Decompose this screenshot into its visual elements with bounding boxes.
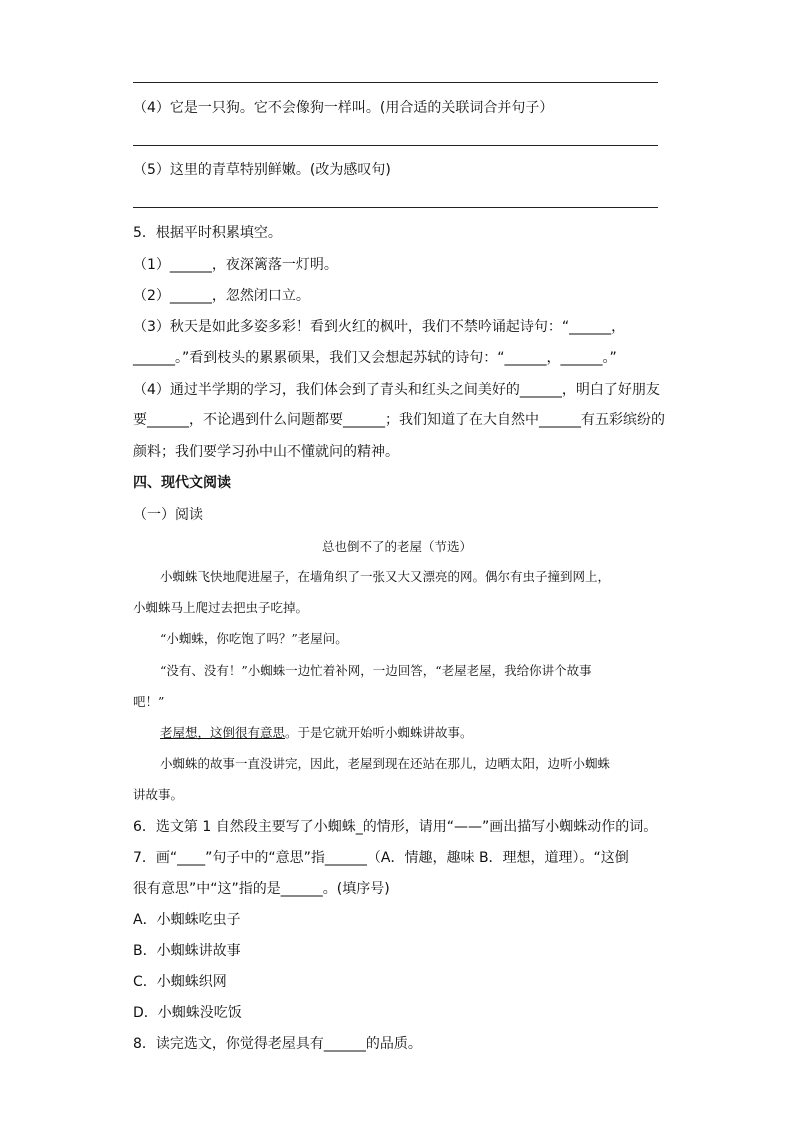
option-b: B．小蜘蛛讲故事 <box>133 943 241 959</box>
question-5-item-3-line-1: （3）秋天是如此多姿多彩！看到火红的枫叶，我们不禁吟诵起诗句：“______， <box>133 319 626 335</box>
question-4-item-4: （4）它是一只狗。它不会像狗一样叫。(用合适的关联词合并句子） <box>133 100 554 116</box>
story-paragraph-3-line-1: “没有、没有！”小蜘蛛一边忙着补网，一边回答，“老屋老屋，我给你讲个故事 <box>160 663 592 678</box>
option-a: A．小蜘蛛吃虫子 <box>133 912 241 928</box>
question-5-item-4-line-2: 要______，不论遇到什么问题都要______；我们知道了在大自然中______有五彩缤纷的 <box>133 412 665 428</box>
question-4-item-5: （5）这里的青草特别鲜嫩。(改为感叹句) <box>133 162 391 178</box>
story-paragraph-2: “小蜘蛛，你吃饱了吗？”老屋问。 <box>160 631 348 646</box>
story-paragraph-3-line-2: 吧！” <box>133 694 165 709</box>
question-8: 8．读完选文，你觉得老屋具有______的品质。 <box>133 1036 422 1052</box>
answer-line <box>133 82 658 83</box>
story-title: 总也倒不了的老屋（节选） <box>321 539 472 554</box>
question-5-item-3-line-2: ______。”看到枝头的累累硕果，我们又会想起苏轼的诗句：“______，______。” <box>133 350 617 366</box>
story-paragraph-4 <box>160 723 473 743</box>
story-paragraph-4-rest: 。于是它就开始听小蜘蛛讲故事。 <box>285 725 473 740</box>
question-7-line-1: 7．画“____”句子中的“意思”指______（A．情趣，趣味 B．理想，道理）。“这倒 <box>133 850 629 866</box>
story-paragraph-1-line-2: 小蜘蛛马上爬过去把虫子吃掉。 <box>133 600 309 615</box>
question-5-item-4-line-3: 颜料；我们要学习孙中山不懂就问的精神。 <box>133 444 399 460</box>
underlined-sentence: 老屋想，这倒很有意思 <box>160 725 286 740</box>
story-paragraph-5-line-2: 讲故事。 <box>133 787 184 802</box>
question-6: 6．选文第 1 自然段主要写了小蜘蛛_的情形，请用“——”画出描写小蜘蛛动作的词。 <box>133 819 658 835</box>
question-5-item-1: （1）______，夜深篱落一灯明。 <box>133 257 338 273</box>
answer-line <box>133 207 658 208</box>
answer-line <box>133 145 658 146</box>
option-d: D．小蜘蛛没吃饭 <box>133 1005 242 1021</box>
story-paragraph-1-line-1: 小蜘蛛飞快地爬进屋子，在墙角织了一张又大又漂亮的网。偶尔有虫子撞到网上， <box>160 569 611 584</box>
section-4-subheading: （一）阅读 <box>133 507 203 523</box>
option-c: C．小蜘蛛织网 <box>133 974 227 990</box>
question-5-item-2: （2）______，忽然闭口立。 <box>133 288 310 304</box>
question-5-heading: 5．根据平时积累填空。 <box>133 225 282 241</box>
story-paragraph-5-line-1: 小蜘蛛的故事一直没讲完，因此，老屋到现在还站在那儿，边晒太阳，边听小蜘蛛 <box>160 756 611 771</box>
section-4-heading: 四、现代文阅读 <box>133 475 231 491</box>
question-7-line-2: 很有意思”中“这”指的是______。(填序号) <box>133 881 390 897</box>
question-5-item-4-line-1: （4）通过半学期的学习，我们体会到了青头和红头之间美好的______，明白了好朋友 <box>133 382 660 398</box>
